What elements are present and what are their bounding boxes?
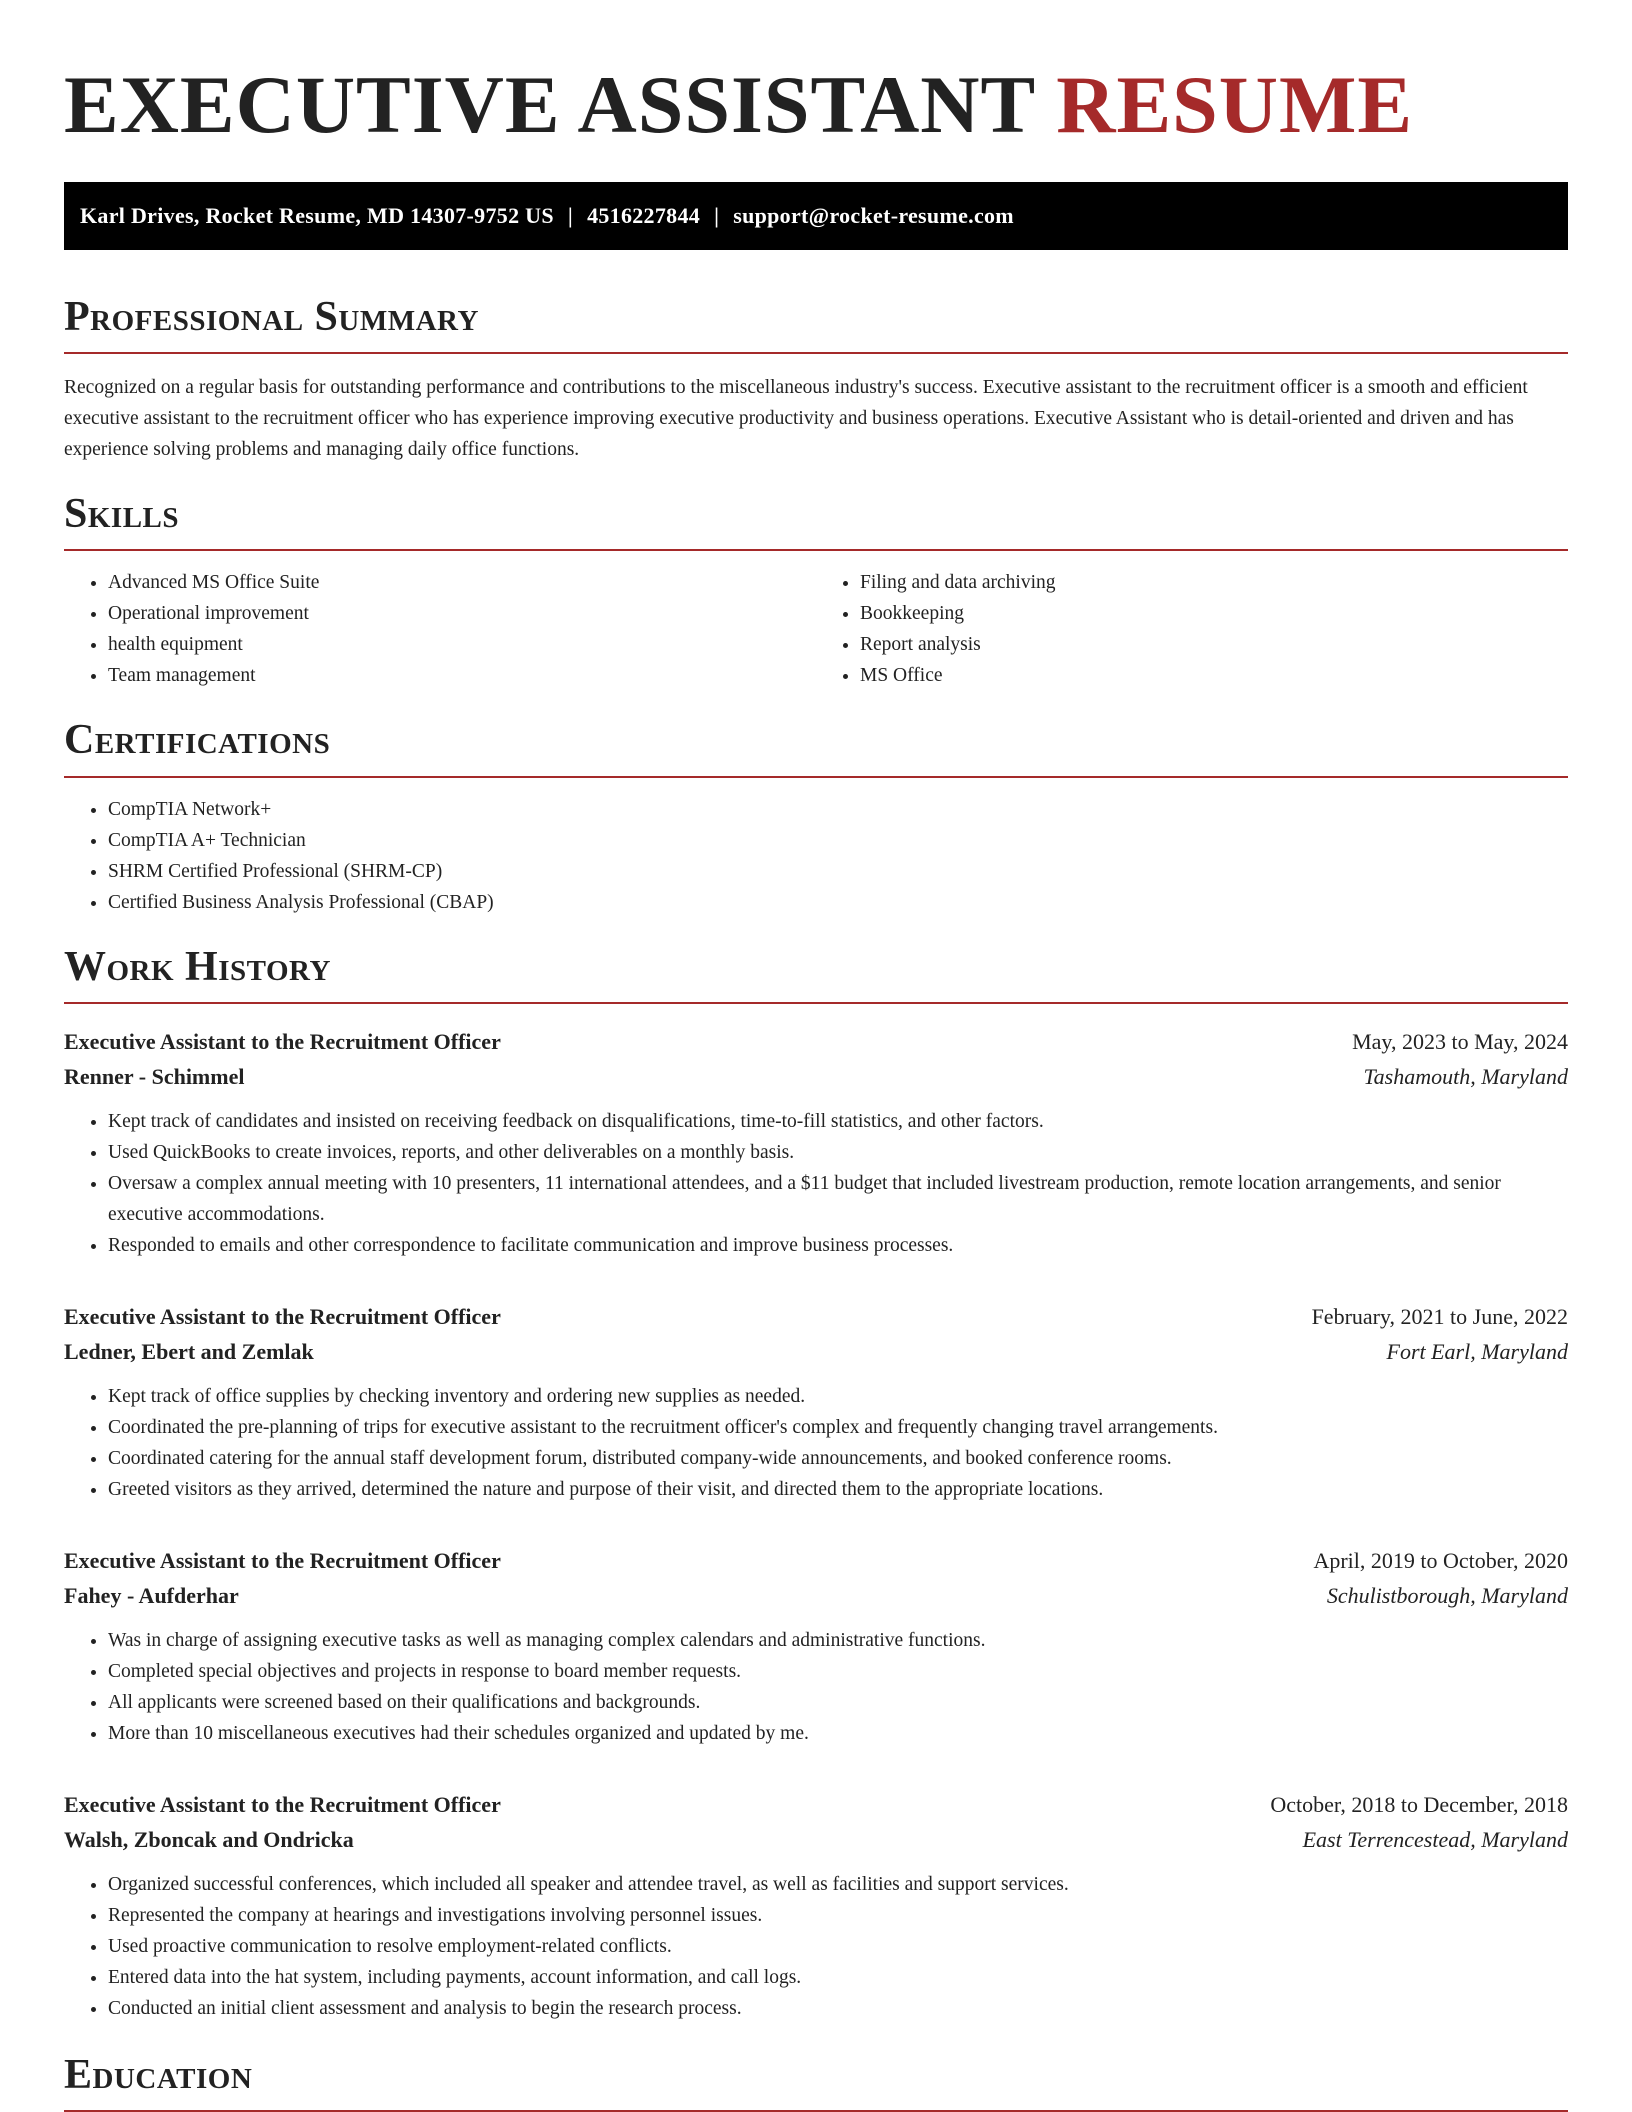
job-duty: • Used proactive communication to resolve employment-related conflicts. [108, 1931, 1568, 1962]
certifications-list [64, 794, 1568, 918]
job-duty: • Was in charge of assigning executive tasks as well as managing complex calendars and administrative functions. [108, 1625, 1568, 1656]
skills-columns [64, 551, 1568, 691]
job-company: Ledner, Ebert and Zemlak [64, 1338, 314, 1364]
job-duty: • Organized successful conferences, which included all speaker and attendee travel, as well as facilities and support services. [108, 1869, 1568, 1900]
job-location: Schulistborough, Maryland [1326, 1582, 1568, 1608]
job-dates: February, 2021 to June, 2022 [1311, 1303, 1568, 1329]
summary-text: Recognized on a regular basis for outstanding performance and contributions to the miscellaneous industry's success. Executive assistant to the recruitment officer is a smooth and efficient executive assistant to the recruitment officer who has experience improving executive productivity and business operations. Executive Assistant who is detail-oriented and driven and has experience solving problems and managing daily office functions. [64, 377, 1528, 461]
job-duty: • Completed special objectives and projects in response to board member requests. [108, 1656, 1568, 1687]
job-dates: May, 2023 to May, 2024 [1352, 1028, 1568, 1054]
job-duty: • More than 10 miscellaneous executives had their schedules organized and updated by me. [108, 1718, 1568, 1749]
skill-item: • Advanced MS Office Suite [108, 567, 816, 598]
skill-item: • health equipment [108, 629, 816, 660]
skill-item: • MS Office [860, 660, 1568, 691]
job-duty: • All applicants were screened based on their qualifications and backgrounds. [108, 1687, 1568, 1718]
job-subheader-row [64, 1822, 1568, 1857]
job-entry [64, 1024, 1568, 1261]
contact-separator: | [714, 203, 720, 228]
skills-section [64, 491, 1568, 691]
job-title: Executive Assistant to the Recruitment Officer [64, 1303, 501, 1329]
skill-item: • Bookkeeping [860, 598, 1568, 629]
certification-item: • Certified Business Analysis Professional (CBAP) [108, 887, 1568, 918]
title-main: EXECUTIVE ASSISTANT [64, 59, 1035, 150]
job-duties [64, 1381, 1568, 1505]
job-location: Fort Earl, Maryland [1386, 1338, 1568, 1364]
job-duty: • Responded to emails and other correspondence to facilitate communication and improve business processes. [108, 1230, 1568, 1261]
job-location: East Terrencestead, Maryland [1302, 1826, 1568, 1852]
job-company: Walsh, Zboncak and Ondricka [64, 1826, 354, 1852]
job-entry [64, 1787, 1568, 2024]
job-subheader-row [64, 1334, 1568, 1369]
skills-list-right [816, 567, 1568, 691]
summary-heading: Professional Summary [64, 294, 1568, 354]
skill-item: • Filing and data archiving [860, 567, 1568, 598]
job-duty: • Oversaw a complex annual meeting with 10 presenters, 11 international attendees, and a $11 budget that included livestream production, remote location arrangements, and senior executive accommodations. [108, 1168, 1568, 1230]
job-entry [64, 1543, 1568, 1749]
job-header-row [64, 1543, 1568, 1578]
job-header-row [64, 1787, 1568, 1822]
contact-bar [64, 182, 1568, 250]
contact-email: support@rocket-resume.com [733, 203, 1014, 228]
job-duty: • Used QuickBooks to create invoices, reports, and other deliverables on a monthly basis. [108, 1137, 1568, 1168]
job-company: Renner - Schimmel [64, 1063, 245, 1089]
contact-separator: | [567, 203, 574, 228]
certifications-heading: Certifications [64, 717, 1568, 777]
job-duty: • Coordinated catering for the annual staff development forum, distributed company-wide announcements, and booked conference rooms. [108, 1443, 1568, 1474]
job-duty: • Conducted an initial client assessment and analysis to begin the research process. [108, 1993, 1568, 2024]
certification-item: • SHRM Certified Professional (SHRM-CP) [108, 856, 1568, 887]
job-subheader-row [64, 1059, 1568, 1094]
skill-item: • Team management [108, 660, 816, 691]
job-duty: • Kept track of office supplies by checking inventory and ordering new supplies as needed. [108, 1381, 1568, 1412]
contact-address: Karl Drives, Rocket Resume, MD 14307-9752 US [80, 203, 554, 228]
job-duty: • Greeted visitors as they arrived, determined the nature and purpose of their visit, and directed them to the appropriate locations. [108, 1474, 1568, 1505]
job-subheader-row [64, 1578, 1568, 1613]
job-duty: • Represented the company at hearings and investigations involving personnel issues. [108, 1900, 1568, 1931]
title-accent: RESUME [1056, 59, 1414, 150]
skills-list-left [64, 567, 816, 691]
job-dates: April, 2019 to October, 2020 [1313, 1547, 1568, 1573]
work-history-section [64, 944, 1568, 2024]
skill-item: • Report analysis [860, 629, 1568, 660]
skills-heading: Skills [64, 491, 1568, 551]
job-company: Fahey - Aufderhar [64, 1582, 239, 1608]
job-duties [64, 1625, 1568, 1749]
job-entry [64, 1299, 1568, 1505]
job-title: Executive Assistant to the Recruitment Officer [64, 1791, 501, 1817]
job-title: Executive Assistant to the Recruitment Officer [64, 1028, 501, 1054]
job-duty: • Coordinated the pre-planning of trips for executive assistant to the recruitment officer's complex and frequently changing travel arrangements. [108, 1412, 1568, 1443]
education-heading: Education [64, 2052, 1568, 2112]
work-history-heading: Work History [64, 944, 1568, 1004]
certification-item: • CompTIA A+ Technician [108, 825, 1568, 856]
certification-item: • CompTIA Network+ [108, 794, 1568, 825]
job-location: Tashamouth, Maryland [1363, 1063, 1568, 1089]
job-duties [64, 1106, 1568, 1261]
contact-phone: 4516227844 [587, 203, 701, 228]
job-header-row [64, 1299, 1568, 1334]
certifications-section [64, 717, 1568, 917]
skill-item: • Operational improvement [108, 598, 816, 629]
resume-title [64, 59, 1568, 150]
job-duties [64, 1869, 1568, 2024]
job-dates: October, 2018 to December, 2018 [1270, 1791, 1568, 1817]
job-duty: • Kept track of candidates and insisted on receiving feedback on disqualifications, time-to-fill statistics, and other factors. [108, 1106, 1568, 1137]
job-title: Executive Assistant to the Recruitment Officer [64, 1547, 501, 1573]
job-header-row [64, 1024, 1568, 1059]
job-duty: • Entered data into the hat system, including payments, account information, and call logs. [108, 1962, 1568, 1993]
